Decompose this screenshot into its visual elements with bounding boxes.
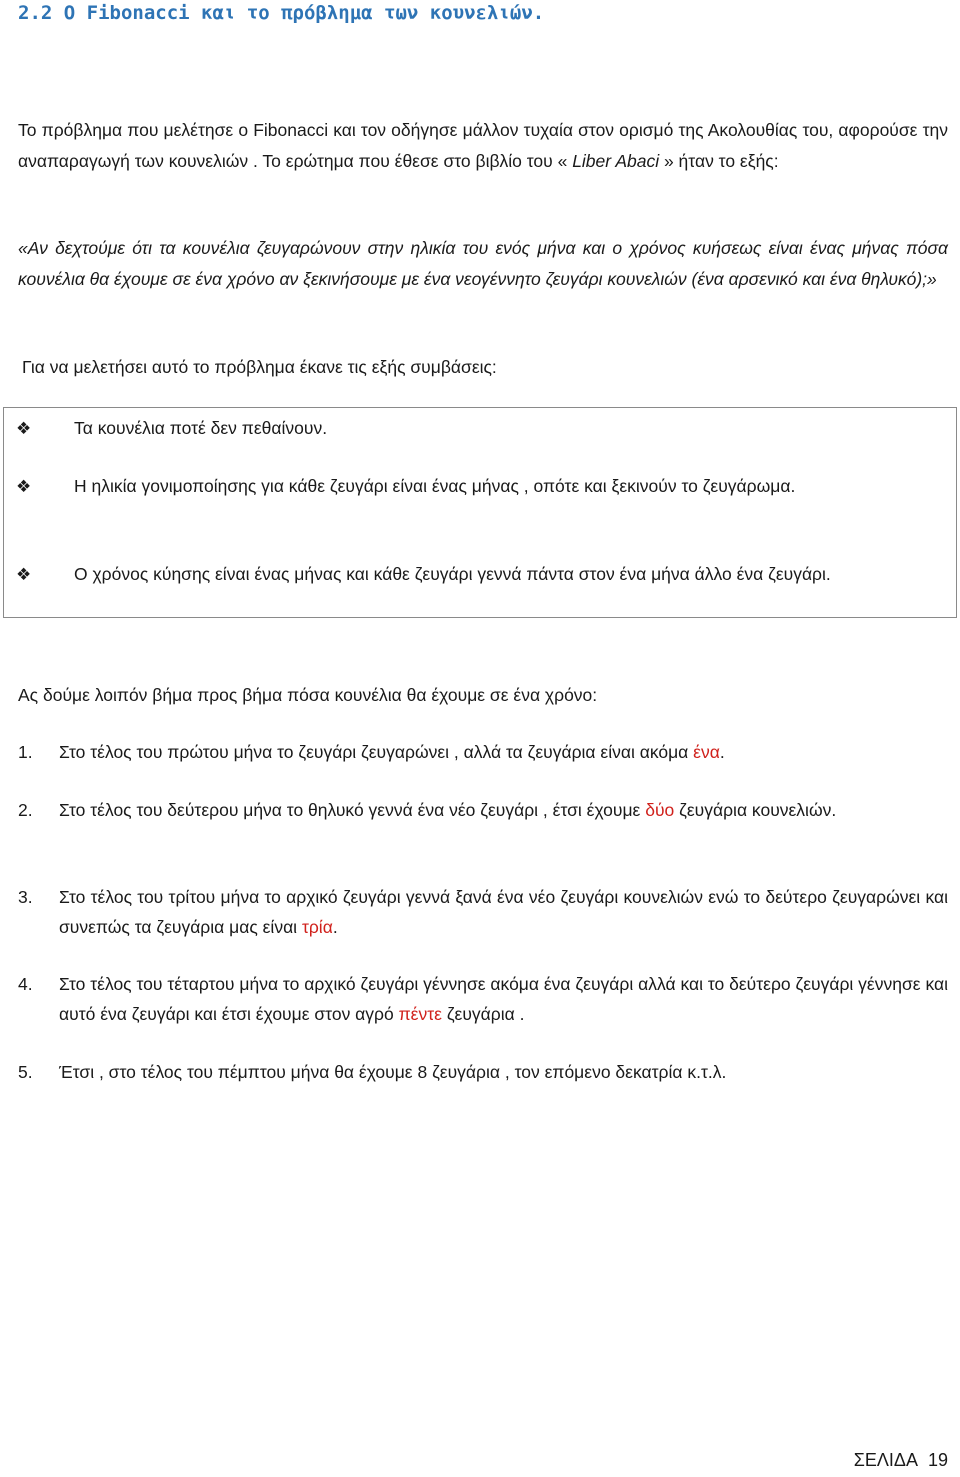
page-number: 19 (927, 1450, 948, 1470)
intro-text-2: » ήταν το εξής: (659, 151, 779, 171)
conventions-box (3, 407, 957, 618)
highlighted-count: πέντε (398, 1004, 442, 1024)
step-text: Στο τέλος του τρίτου μήνα το αρχικό ζευγάρι γεννά ξανά ένα νέο ζευγάρι κουνελιών ενώ το δεύτερο ζευγαρώνει και συνεπώς τα ζευγάρια μας είναι τρία. (59, 887, 948, 937)
step-number: 3. (18, 887, 33, 907)
step-text: Στο τέλος του τέταρτου μήνα το αρχικό ζευγάρι γέννησε ακόμα ένα ζευγάρι αλλά και το δεύτερο ζευγάρι γέννησε και αυτό ένα ζευγάρι και έτσι έχουμε στον αγρό πέντε ζευγάρια . (59, 974, 948, 1024)
conventions-intro: Για να μελετήσει αυτό το πρόβλημα έκανε τις εξής συμβάσεις: (22, 357, 497, 377)
step-text: Στο τέλος του δεύτερου μήνα το θηλυκό γεννά ένα νέο ζευγάρι , έτσι έχουμε δύο ζευγάρια κουνελιών. (59, 800, 837, 820)
step-number: 1. (18, 742, 33, 762)
section-heading: 2.2 Ο Fibonacci και το πρόβλημα των κουνελιών. (18, 2, 545, 24)
page-footer (854, 1450, 948, 1471)
diamond-bullet-icon: ❖ (16, 565, 32, 584)
step-text: Έτσι , στο τέλος του πέμπτου μήνα θα έχουμε 8 ζευγάρια , τον επόμενο δεκατρία κ.τ.λ. (59, 1062, 727, 1082)
step-number: 5. (18, 1062, 33, 1082)
diamond-bullet-icon: ❖ (16, 419, 32, 438)
page-label: ΣΕΛΙΔΑ (853, 1450, 918, 1470)
intro-text-1: Το πρόβλημα που μελέτησε ο Fibonacci και τον οδήγησε μάλλον τυχαία στον ορισμό της Ακολουθίας του, αφορούσε την αναπαραγωγή των κουνελιών . Το ερώτημα που έθεσε στο βιβλίο του « (18, 120, 948, 171)
diamond-bullet-icon: ❖ (16, 477, 32, 496)
convention-text: Τα κουνέλια ποτέ δεν πεθαίνουν. (74, 418, 328, 438)
convention-text: Η ηλικία γονιμοποίησης για κάθε ζευγάρι είναι ένας μήνας , οπότε και ξεκινούν το ζευγάρωμα. (74, 476, 796, 496)
steps-intro: Ας δούμε λοιπόν βήμα προς βήμα πόσα κουνέλια θα έχουμε σε ένα χρόνο: (18, 685, 598, 705)
convention-text: Ο χρόνος κύησης είναι ένας μήνας και κάθε ζευγάρι γεννά πάντα στον ένα μήνα άλλο ένα ζευγάρι. (74, 564, 831, 584)
step-text: Στο τέλος του πρώτου μήνα το ζευγάρι ζευγαρώνει , αλλά τα ζευγάρια είναι ακόμα ένα. (59, 742, 725, 762)
highlighted-count: δύο (645, 800, 675, 820)
step-number: 4. (18, 974, 33, 994)
highlighted-count: τρία (301, 917, 333, 937)
step-number: 2. (18, 800, 33, 820)
fibonacci-question-quote: «Αν δεχτούμε ότι τα κουνέλια ζευγαρώνουν στην ηλικία του ενός μήνα και ο χρόνος κυήσεως είναι ένας μήνας πόσα κουνέλια θα έχουμε σε ένα χρόνο αν ξεκινήσουμε με ένα νεογέννητο ζευγάρι κουνελιών (ένα αρσενικό και ένα θηλυκό);» (18, 238, 948, 289)
intro-paragraph (18, 115, 948, 177)
highlighted-count: ένα (693, 742, 720, 762)
book-title: Liber Abaci (572, 151, 660, 171)
